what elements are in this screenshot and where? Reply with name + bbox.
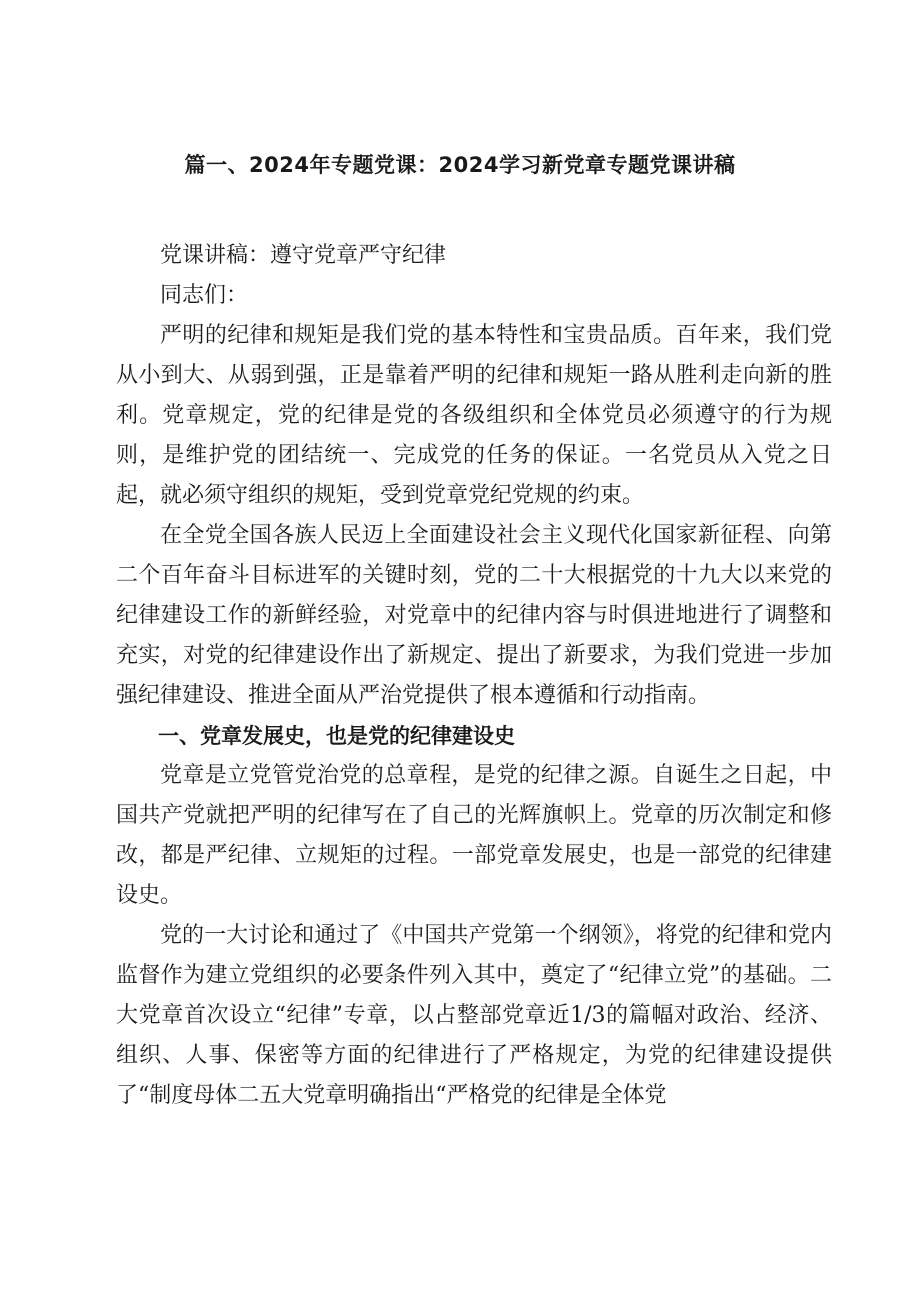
paragraph: 在全党全国各族人民迈上全面建设社会主义现代化国家新征程、向第二个百年奋斗目标进军的关键时刻，党的二十大根据党的十九大以来党的纪律建设工作的新鲜经验，对党章中的纪律内容与时俱进地进行了调整和充实，对党的纪律建设作出了新规定、提出了新要求，为我们党进一步加强纪律建设、推进全面从严治党提供了根本遵循和行动指南。 [116, 523, 832, 708]
salutation-line: 同志们： [160, 283, 249, 308]
document-title: 篇一、2024年专题党课：2024学习新党章专题党课讲稿 [184, 153, 736, 177]
subtitle-line: 党课讲稿：遵守党章严守纪律 [160, 243, 447, 268]
paragraph: 党章是立党管党治党的总章程，是党的纪律之源。自诞生之日起，中国共产党就把严明的纪律写在了自己的光辉旗帜上。党章的历次制定和修改，都是严纪律、立规矩的过程。一部党章发展史，也是一部党的纪律建设史。 [116, 763, 832, 908]
paragraph: 严明的纪律和规矩是我们党的基本特性和宝贵品质。百年来，我们党从小到大、从弱到强，正是靠着严明的纪律和规矩一路从胜利走向新的胜利。党章规定，党的纪律是党的各级组织和全体党员必须遵守的行为规则，是维护党的团结统一、完成党的任务的保证。一名党员从入党之日起，就必须守组织的规矩，受到党章党纪党规的约束。 [116, 323, 832, 508]
paragraph: 党的一大讨论和通过了《中国共产党第一个纲领》，将党的纪律和党内监督作为建立党组织的必要条件列入其中，奠定了“纪律立党”的基础。二大党章首次设立“纪律”专章，以占整部党章近1/3的篇幅对政治、经济、组织、人事、保密等方面的纪律进行了严格规定，为党的纪律建设提供了“制度母体二五大党章明确指出“严格党的纪律是全体党 [116, 923, 832, 1108]
document-body [116, 236, 832, 1116]
section-heading: 一、党章发展史，也是党的纪律建设史 [158, 724, 515, 748]
